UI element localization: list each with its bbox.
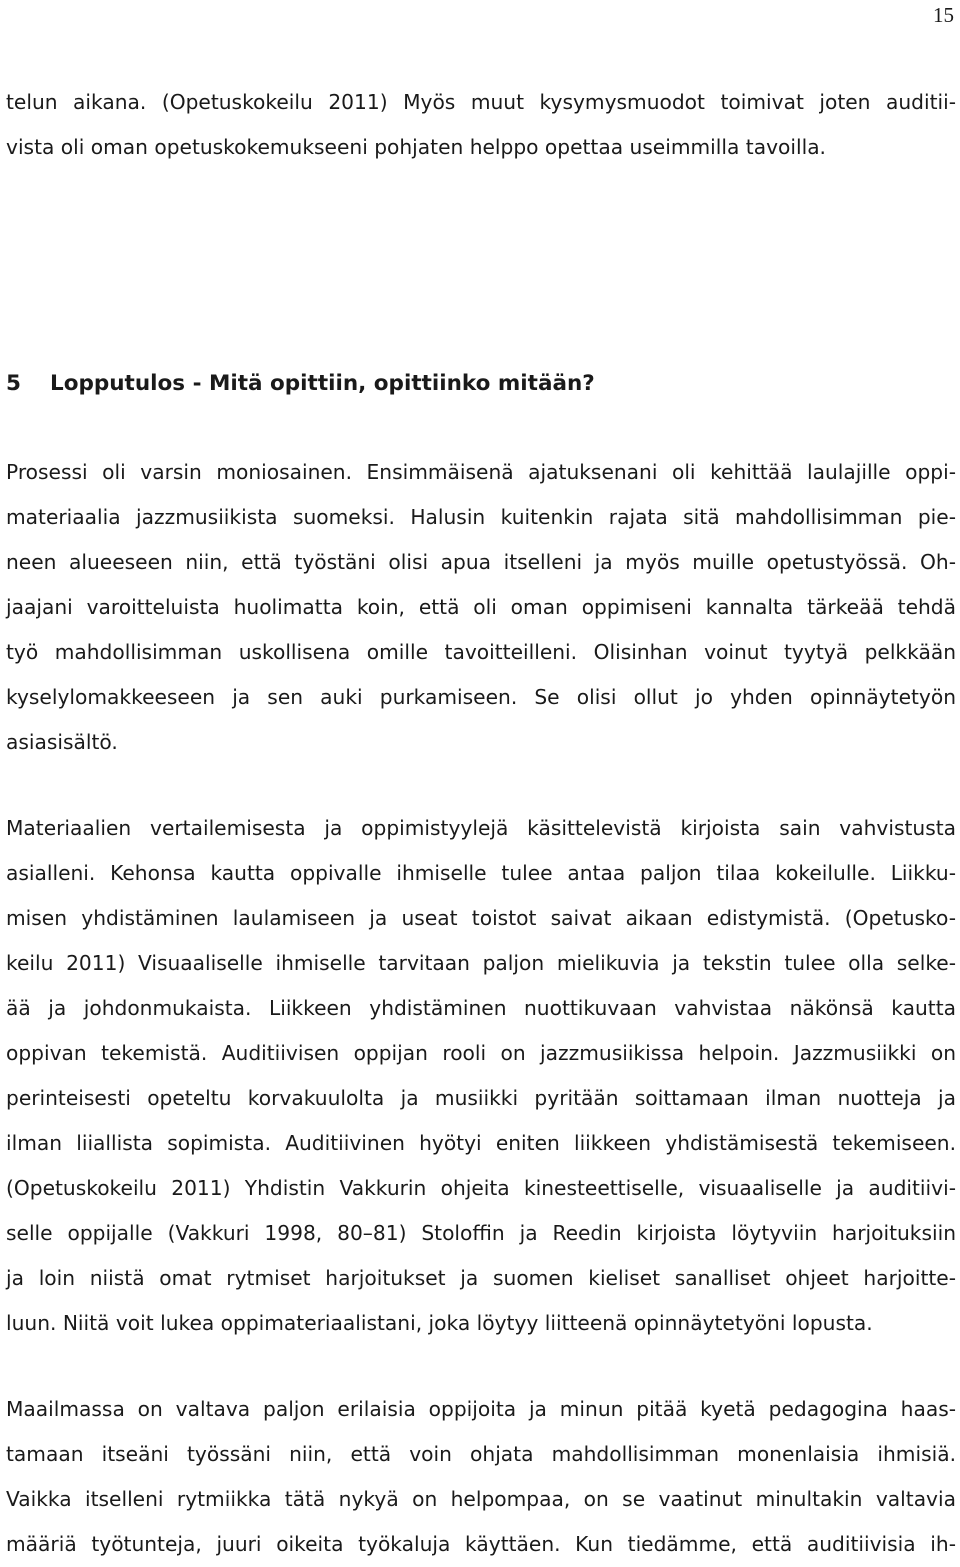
text-line: keilu 2011) Visuaaliselle ihmiselle tarvitaan paljon mielikuvia ja tekstin tulee olla selke-: [6, 951, 956, 975]
text-line: misen yhdistäminen laulamiseen ja useat toistot saivat aikaan edistymistä. (Opetusko-: [6, 906, 956, 930]
text-line: Vaikka itselleni rytmiikka tätä nykyä on helpompaa, on se vaatinut minultakin valtavia: [6, 1487, 956, 1511]
text-line: perinteisesti opeteltu korvakuulolta ja musiikki pyritään soittamaan ilman nuotteja ja: [6, 1086, 956, 1110]
text-line: vista oli oman opetuskokemukseeni pohjaten helppo opettaa useimmilla tavoilla.: [6, 135, 826, 159]
paragraph-3: [6, 806, 956, 1346]
text-line: telun aikana. (Opetuskokeilu 2011) Myös muut kysymysmuodot toimivat joten auditii-: [6, 90, 956, 114]
text-line: ja loin niistä omat rytmiset harjoitukset ja suomen kieliset sanalliset ohjeet harjoitte-: [6, 1266, 956, 1290]
text-line: (Opetuskokeilu 2011) Yhdistin Vakkurin ohjeita kinesteettiselle, visuaaliselle ja auditiivi-: [6, 1176, 956, 1200]
section-number: 5: [6, 371, 21, 396]
text-line: oppivan tekemistä. Auditiivisen oppijan rooli on jazzmusiikissa helpoin. Jazzmusiikki on: [6, 1041, 956, 1065]
text-line: tamaan itseäni työssäni niin, että voin ohjata mahdollisimman monenlaisia ihmisiä.: [6, 1442, 956, 1466]
text-line: jaajani varoitteluista huolimatta koin, että oli oman oppimiseni kannalta tärkeää tehdä: [6, 595, 956, 619]
text-line: Materiaalien vertailemisesta ja oppimistyylejä käsittelevistä kirjoista sain vahvistusta: [6, 816, 956, 840]
page-number: 15: [933, 3, 954, 27]
section-heading: [6, 362, 595, 406]
text-line: ilman liiallista sopimista. Auditiivinen hyötyi eniten liikkeen yhdistämisestä tekemiseen.: [6, 1131, 956, 1155]
text-line: luun. Niitä voit lukea oppimateriaalistani, joka löytyy liitteenä opinnäytetyöni lopusta.: [6, 1311, 873, 1335]
text-line: neen alueeseen niin, että työstäni olisi apua itselleni ja myös muille opetustyössä. Oh-: [6, 550, 956, 574]
paragraph-1: [6, 80, 956, 170]
section-title: Lopputulos - Mitä opittiin, opittiinko mitään?: [50, 371, 595, 396]
text-line: asialleni. Kehonsa kautta oppivalle ihmiselle tulee antaa paljon tilaa kokeilulle. Liikku-: [6, 861, 956, 885]
paragraph-4: [6, 1387, 956, 1567]
text-line: määriä työtunteja, juuri oikeita työkaluja käyttäen. Kun tiedämme, että auditiivisia ih-: [6, 1532, 956, 1556]
text-line: materiaalia jazzmusiikista suomeksi. Halusin kuitenkin rajata sitä mahdollisimman pie-: [6, 505, 956, 529]
text-line: kyselylomakkeeseen ja sen auki purkamiseen. Se olisi ollut jo yhden opinnäytetyön: [6, 685, 956, 709]
text-line: Maailmassa on valtava paljon erilaisia oppijoita ja minun pitää kyetä pedagogina haas-: [6, 1397, 956, 1421]
text-line: ää ja johdonmukaista. Liikkeen yhdistäminen nuottikuvaan vahvistaa näkönsä kautta: [6, 996, 956, 1020]
text-line: Prosessi oli varsin moniosainen. Ensimmäisenä ajatuksenani oli kehittää laulajille oppi-: [6, 460, 956, 484]
paragraph-2: [6, 450, 956, 765]
text-line: selle oppijalle (Vakkuri 1998, 80–81) Stoloffin ja Reedin kirjoista löytyviin harjoituksiin: [6, 1221, 956, 1245]
text-line: työ mahdollisimman uskollisena omille tavoitteilleni. Olisinhan voinut tyytyä pelkkään: [6, 640, 956, 664]
text-line: asiasisältö.: [6, 730, 118, 754]
